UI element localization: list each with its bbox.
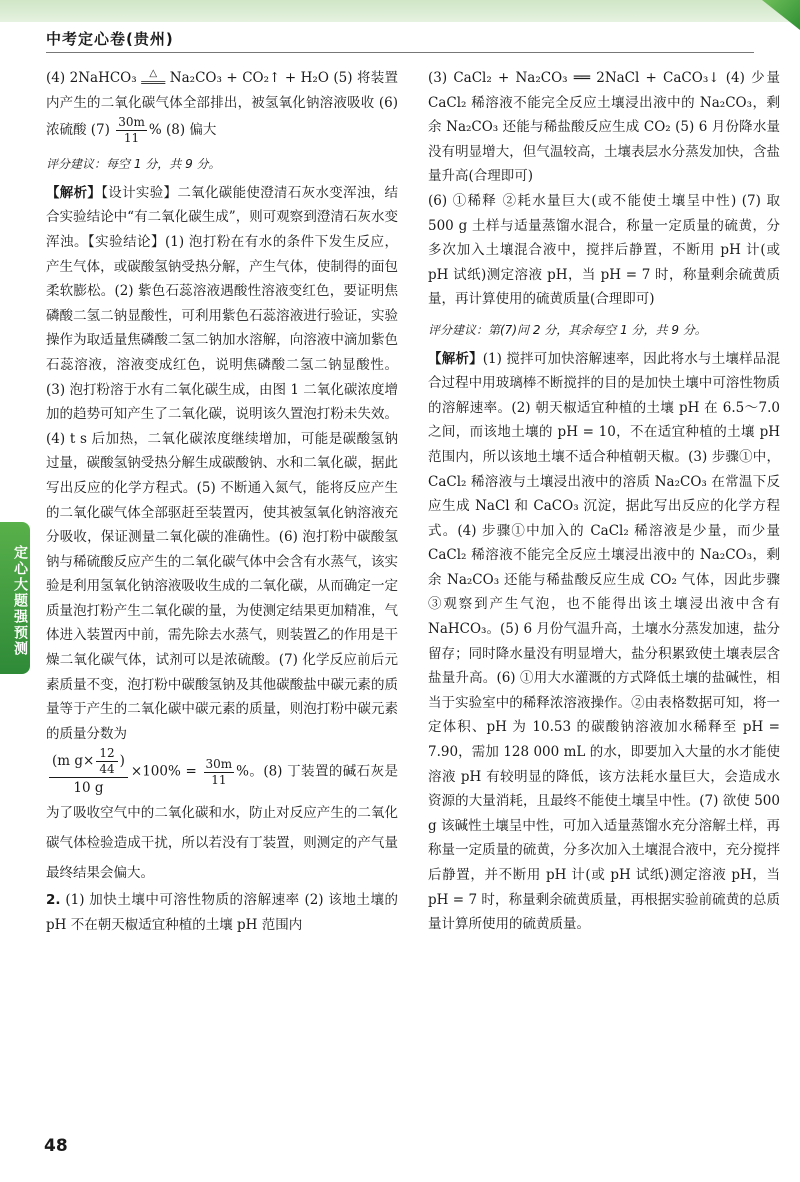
answer-paragraph-2: (3) CaCl₂ + Na₂CO₃ ══ 2NaCl + CaCO₃↓ (4) 少量 CaCl₂ 稀溶液不能完全反应土壤浸出液中的 Na₂CO₃，剩余 Na₂CO₃ 还能与稀盐酸反应生成 CO₂ (5) 6 月份降水量没有明显增大，但气温较高，土壤表层水分蒸发加快，含盐量升高(合理即可): [428, 70, 780, 185]
side-section-tab: 定心大题强预测: [0, 522, 30, 674]
answer-paragraph-3: (6) ①稀释 ②耗水量巨大(或不能使土壤呈中性) (7) 取 500 g 土样与适量蒸馏水混合，称量一定质量的硫黄，分多次加入土壤混合液中，搅拌后静置，不断用 pH 计(或 pH 试纸)测定溶液 pH，当 pH = 7 时，称量剩余硫黄质量，再计算使用的硫黄质量(合理即可): [428, 192, 780, 308]
analysis-paragraph-2: 【解析】(1) 搅拌可加快溶解速率，因此将水与土壤样品混合过程中用玻璃棒不断搅拌的目的是加快土壤中可溶性物质的溶解速率。(2) 朝天椒适宜种植的土壤 pH 在 6.5～7.0 之间，而该地土壤的 pH = 10，不在适宜种植的土壤 pH 范围内，所以该地土壤不适合种植朝天椒。(3) 步骤①中，CaCl₂ 稀溶液与土壤浸出液中的溶质 Na₂CO₃ 在常温下反应生成 NaCl 和 CaCO₃ 沉淀，据此写出反应的化学方程式。(4) 步骤①中加入的 CaCl₂ 稀溶液是少量，而少量 CaCl₂ 稀溶液不能完全反应土壤浸出液中的 Na₂CO₃，剩余 Na₂CO₃ 还能与稀盐酸反应生成 CO₂ 气体，因此步骤③观察到产生气泡，也不能得出该土壤浸出液中含有 NaHCO₃。(5) 6 月份气温升高，土壤水分蒸发加速，盐分留存；同时降水量没有明显增大，盐分积累致使土壤表层含盐量升高。(6) ①用大水灌溉的方式降低土壤的盐碱性，相当于实验室中的稀释浓溶液操作。②由表格数据可知，将一定体积、pH 为 10.53 的碳酸钠溶液加水稀释至 pH = 7.90，需加 128 000 mL 的水，即要加入大量的水才能使溶液 pH 有较明显的降低，该方法耗水量巨大，会造成水资源的大量消耗，且最终不能使土壤呈中性。(7) 欲使 500 g 该碱性土壤呈中性，可加入适量蒸馏水充分溶解土样，再称量一定质量的硫黄，分多次加入土壤混合液中，充分搅拌后静置，并不断用 pH 计(或 pH 试纸)测定溶液 pH，当 pH = 7 时，称量剩余硫黄质量，再根据实验前硫黄的总质量计算所使用的硫黄质量。: [428, 350, 780, 933]
analysis-tag: 【解析】: [46, 184, 102, 201]
right-column: [428, 66, 780, 937]
analysis-paragraph-1: 【解析】【设计实验】二氧化碳能使澄清石灰水变浑浊，结合实验结论中“有二氧化碳生成”，则可观察到澄清石灰水变浑浊。【实验结论】(1) 泡打粉在有水的条件下发生反应，产生气体，或碳酸氢钠受热分解，产生气体，使制得的面包柔软膨松。(2) 紫色石蕊溶液遇酸性溶液变红色，要证明焦磷酸二氢二钠显酸性，可利用紫色石蕊溶液进行验证，实验操作为取适量焦磷酸二氢二钠加水溶解，向溶液中滴加紫色石蕊溶液，溶液变成红色，说明焦磷酸二氢二钠显酸性。(3) 泡打粉溶于水有二氧化碳生成，由图 1 二氧化碳浓度增加的趋势可知产生了二氧化碳，说明该久置泡打粉未失效。(4) t s 后加热，二氧化碳浓度继续增加，可能是碳酸氢钠过量，碳酸氢钠受热分解生成碳酸钠、水和二氧化碳，据此写出反应的化学方程式。(5) 不断通入氮气，能将反应产生的二氧化碳气体全部驱赶至装置丙，使其被氢氧化钠溶液充分吸收，保证测量二氧化碳的准确性。(6) 泡打粉中碳酸氢钠与稀硫酸反应产生的二氧化碳气体中会含有水蒸气，该实验是利用氢氧化钠溶液吸收生成的二氧化碳，从而确定一定质量泡打粉产生二氧化碳的量，为使测定结果更加精准，气体进入装置丙中前，需先除去水蒸气，则装置乙的作用是干燥二氧化碳气体，试剂可以是浓硫酸。(7) 化学反应前后元素质量不变，泡打粉中碳酸氢钠及其他碳酸盐中碳元素的质量等于产生的二氧化碳中碳元素的质量，则泡打粉中碳元素的质量分数为: [46, 184, 399, 742]
answer-paragraph-1: (4) 2NaHCO₃ △ ════ Na₂CO₃ + CO₂↑ + H₂O (5) 将装置内产生的二氧化碳气体全部排出，被氢氧化钠溶液吸收 (6) 浓硫酸 (7) $\frac{30m}{11}$ % (8) 偏大: [46, 67, 398, 146]
page-header-title: 中考定心卷(贵州): [46, 30, 174, 48]
page-number: 48: [44, 1136, 68, 1156]
header-rule: [46, 52, 754, 53]
result-fraction: $\frac{30m}{11}$: [118, 115, 145, 146]
scoring-note-1: 评分建议：每空 1 分，共 9 分。: [46, 157, 221, 172]
heat-condition-arrow: △ ════: [141, 67, 166, 89]
left-column: [46, 66, 398, 938]
top-color-band: [0, 0, 800, 22]
question-2-answer: 2. (1) 加快土壤中可溶性物质的溶解速率 (2) 该地土壤的 pH 不在朝天椒适宜种植的土壤 pH 范围内: [46, 892, 398, 934]
carbon-mass-fraction: (m g× $\frac{12}{44}$ ) 10 g: [49, 746, 128, 798]
formula-result-fraction: $\frac{30m}{11}$: [205, 756, 233, 787]
analysis-tag-2: 【解析】: [428, 350, 483, 367]
scoring-note-2: 评分建议：第(7)问 2 分，其余每空 1 分，共 9 分。: [428, 322, 707, 337]
formula-line: (m g× $\frac{12}{44}$ ) 10 g ×100% = $\frac{30m}{11}$ %。(8) 丁装置的碱石灰是为了吸收空气中的二氧化碳和水，防止对反应产生的二氧化碳气体检验造成干扰，所以若没有丁装置，则测定的产气量最终结果会偏大。: [46, 746, 398, 882]
question-number: 2.: [46, 892, 61, 909]
